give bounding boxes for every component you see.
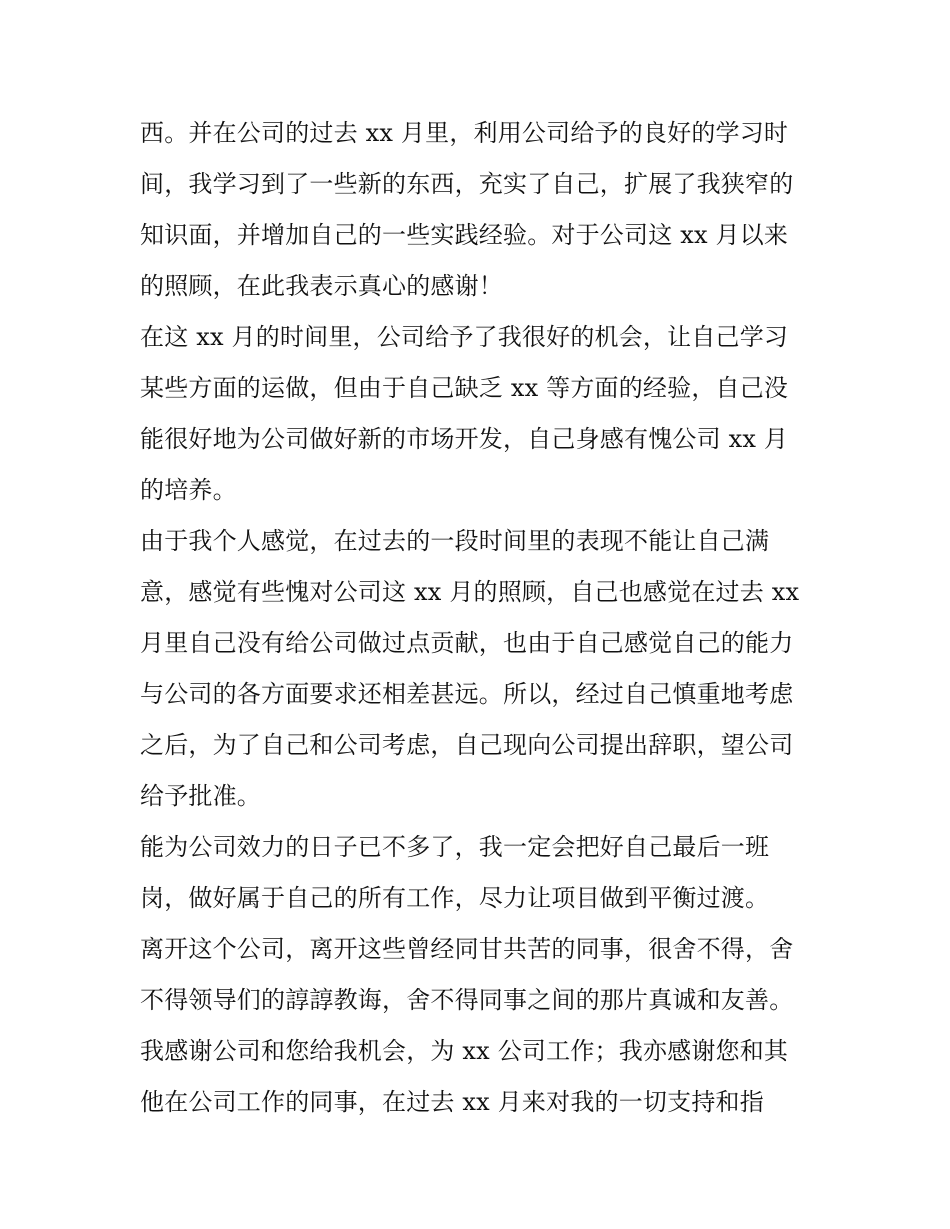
- text-line: 之后，为了自己和公司考虑，自己现向公司提出辞职，望公司: [140, 731, 794, 759]
- text-line: 在这 xx 月的时间里，公司给予了我很好的机会，让自己学习: [140, 323, 789, 351]
- text-line: 我感谢公司和您给我机会，为 xx 公司工作；我亦感谢您和其: [140, 1037, 789, 1065]
- text-line: 离开这个公司，离开这些曾经同甘共苦的同事，很舍不得，舍: [140, 935, 794, 963]
- text-line: 不得领导们的諄諄教诲，舍不得同事之间的那片真诚和友善。: [140, 986, 794, 1014]
- text-line: 能很好地为公司做好新的市场开发，自己身感有愧公司 xx 月: [140, 425, 789, 453]
- text-line: 由于我个人感觉，在过去的一段时间里的表现不能让自己满: [140, 527, 770, 555]
- text-line: 给予批准。: [140, 782, 261, 810]
- text-line: 知识面，并增加自己的一些实践经验。对于公司这 xx 月以来: [140, 221, 789, 249]
- text-line: 的照顾，在此我表示真心的感谢！: [140, 272, 503, 300]
- text-line: 的培养。: [140, 476, 237, 504]
- text-line: 岗，做好属于自己的所有工作，尽力让项目做到平衡过渡。: [140, 884, 770, 912]
- text-line: 月里自己没有给公司做过点贡献，也由于自己感觉自己的能力: [140, 629, 794, 657]
- text-line: 能为公司效力的日子已不多了，我一定会把好自己最后一班: [140, 833, 770, 861]
- text-line: 间，我学习到了一些新的东西，充实了自己，扩展了我狭窄的: [140, 170, 794, 198]
- text-line: 意，感觉有些愧对公司这 xx 月的照顾，自己也感觉在过去 xx: [140, 578, 800, 606]
- text-line: 西。并在公司的过去 xx 月里，利用公司给予的良好的学习时: [140, 119, 789, 147]
- document-body: [140, 108, 820, 1128]
- text-line: 他在公司工作的同事，在过去 xx 月来对我的一切支持和指: [140, 1088, 764, 1116]
- text-line: 与公司的各方面要求还相差甚远。所以，经过自己慎重地考虑: [140, 680, 794, 708]
- text-line: 某些方面的运做，但由于自己缺乏 xx 等方面的经验，自己没: [140, 374, 789, 402]
